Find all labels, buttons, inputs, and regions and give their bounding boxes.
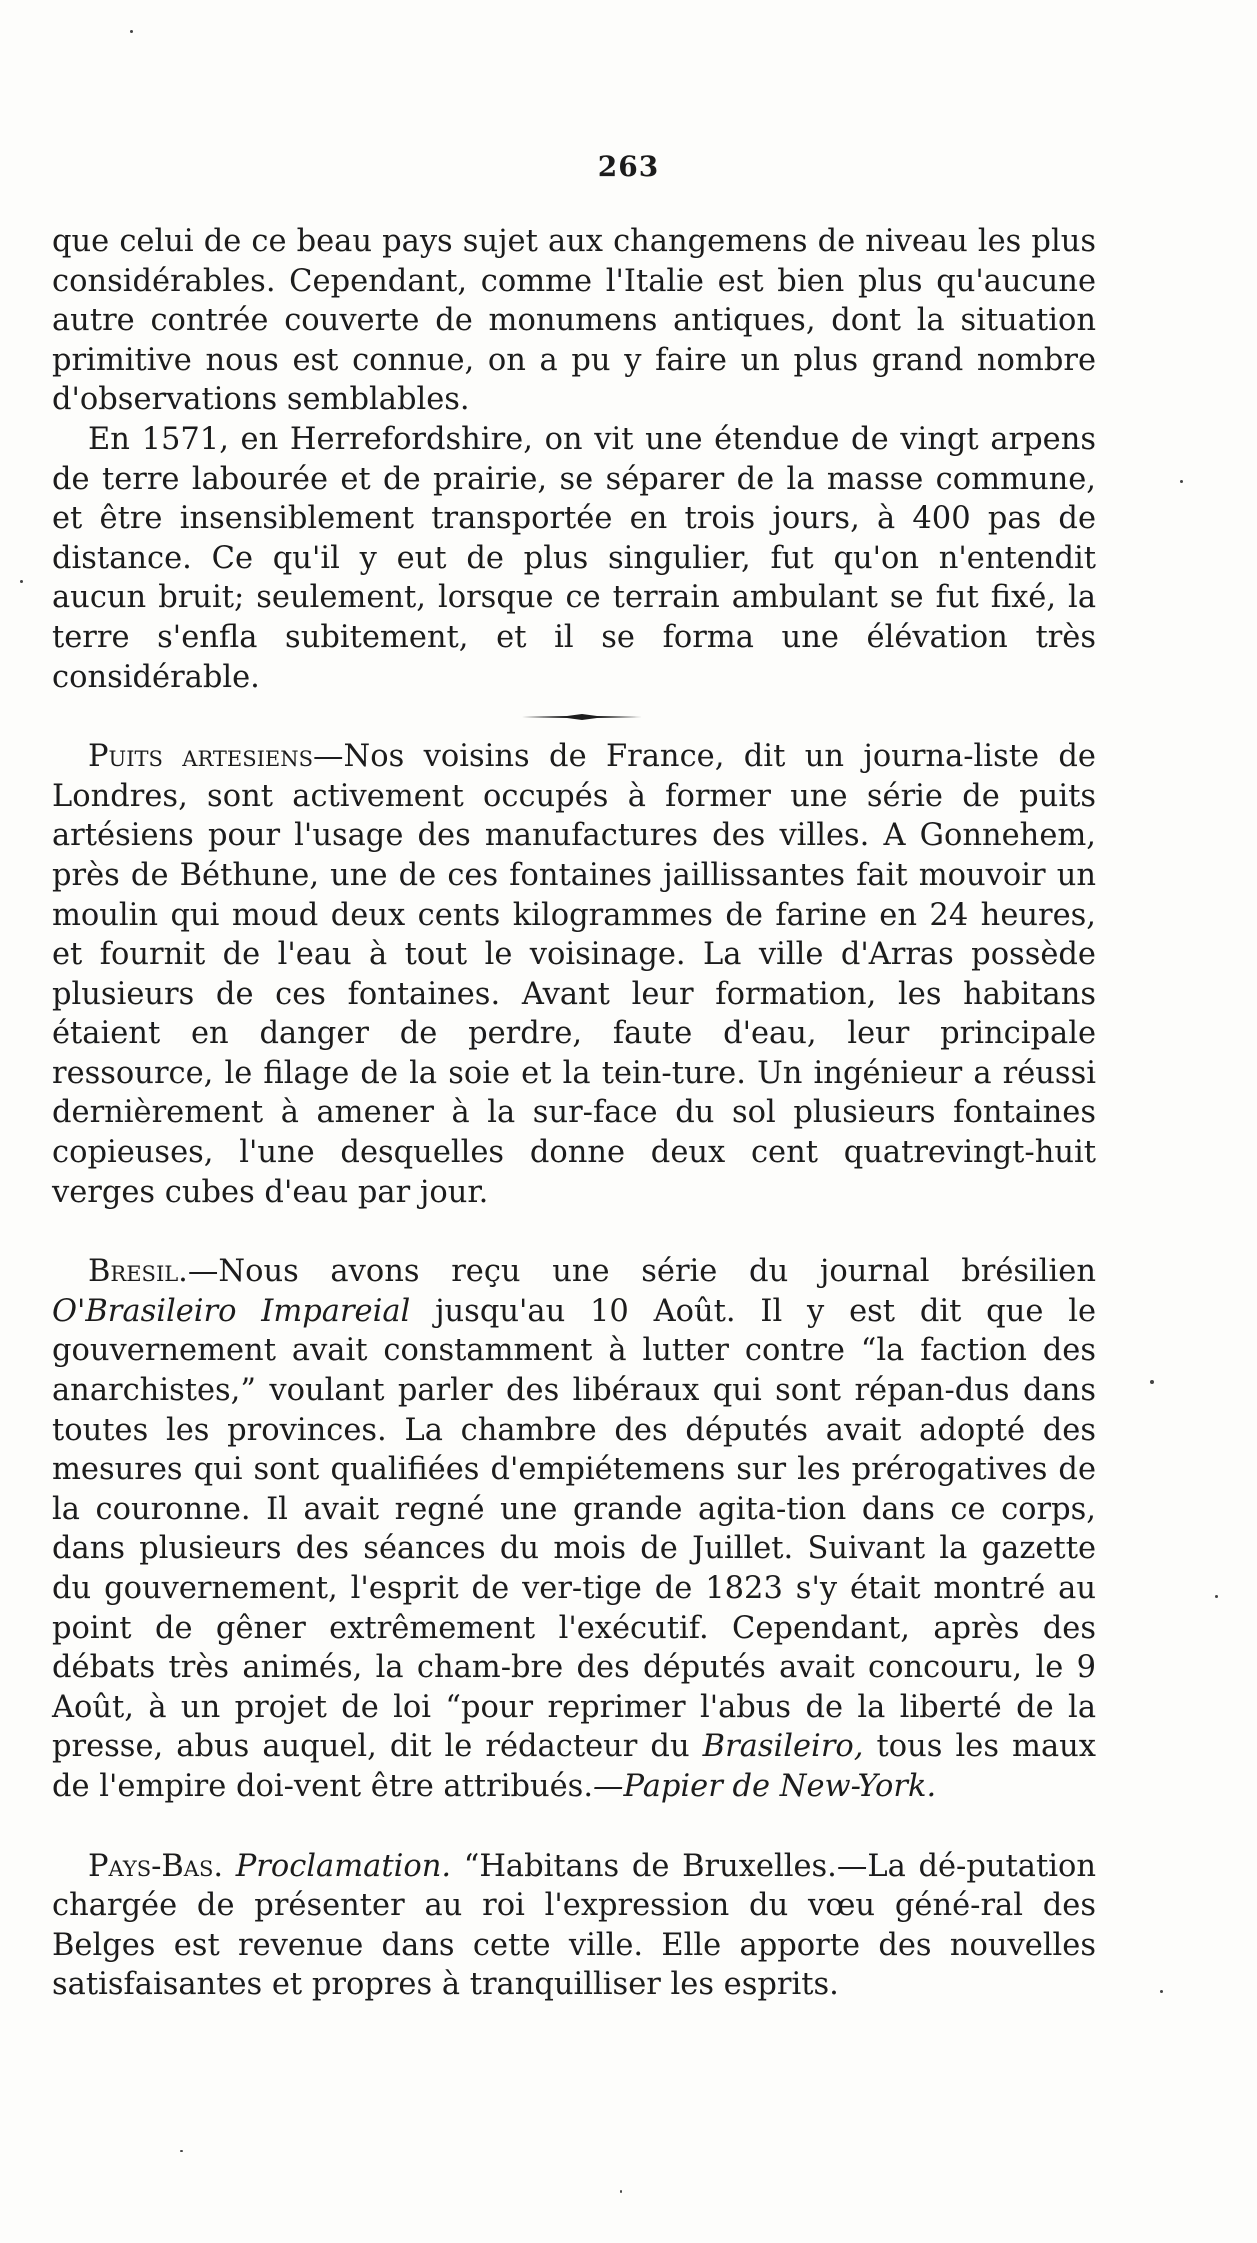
article-body-bresil-a: —Nous avons reçu une série du journal brésilien (187, 1254, 1096, 1290)
paragraph-herrefordshire: En 1571, en Herrefordshire, on vit une étendue de vingt arpens de terre labourée et de prairie, se séparer de la masse commune, et être insensiblement transportée en trois jours, à 400 pas de distance. Ce qu'il y eut de plus singulier, fut qu'on n'entendit aucun bruit; seulement, lorsque ce terrain ambulant se fut fixé, la terre s'enfla subitement, et il se forma une élévation très considérable. (52, 421, 1096, 695)
article-body-pays-bas: “Habitans de Bruxelles.—La dé-putation chargée de présenter au roi l'expression du vœu géné-ral des Belges est revenue dans cette ville. Elle apporte des nouvelles satisfaisantes et propres à tranquilliser les esprits. (52, 1848, 1096, 2003)
article-pays-bas (52, 1847, 1096, 2005)
journal-title: O'Brasileiro Impareial (52, 1293, 411, 1329)
text-column (52, 222, 1096, 2005)
article-heading-pays-bas: Pays-Bas. (88, 1848, 224, 1884)
article-heading-bresil: Bresil. (88, 1254, 188, 1290)
article-source: —Papier de New-York. (593, 1768, 937, 1804)
article-puits-artesiens (52, 737, 1096, 1212)
article-bresil (52, 1252, 1096, 1806)
section-divider (52, 697, 1096, 737)
newspaper-name: Brasileiro, (702, 1729, 864, 1765)
article-body-puits: —Nos voisins de France, dit un journa-liste de Londres, sont activement occupés à former une série de puits artésiens pour l'usage des manufactures des villes. A Gonnehem, près de Béthune, une de ces fontaines jaillissantes fait mouvoir un moulin qui moud deux cents kilogrammes de farine en 24 heures, et fournit de l'eau à tout le voisinage. La ville d'Arras possède plusieurs de ces fontaines. Avant leur formation, les habitans étaient en danger de perdre, faute d'eau, leur principale ressource, le filage de la soie et la tein-ture. Un ingénieur a réussi dernièrement à amener à la sur-face du sol plusieurs fontaines copieuses, l'une desquelles donne deux cent quatrevingt-huit verges cubes d'eau par jour. (52, 739, 1096, 1210)
divider-ornament-icon (522, 714, 642, 720)
article-body-bresil-c: tous les maux de l'empire doi-vent être attribués. (52, 1729, 1096, 1804)
article-subheading-proclamation: Proclamation. (235, 1848, 452, 1884)
article-heading-puits: Puits artesiens (88, 739, 314, 775)
paragraph-continuation: que celui de ce beau pays sujet aux changemens de niveau les plus considérables. Cependant, comme l'Italie est bien plus qu'aucune autre contrée couverte de monumens antiques, dont la situation primitive nous est connue, on a pu y faire un plus grand nombre d'observations semblables. (52, 224, 1096, 418)
page-number: 263 (597, 150, 660, 183)
article-body-bresil-b: jusqu'au 10 Août. Il y est dit que le gouvernement avait constamment à lutter contre “la faction des anarchistes,” voulant parler des libéraux qui sont répan-dus dans toutes les provinces. La chambre des députés avait adopté des mesures qui sont qualifiées d'empiétemens sur les prérogatives de la couronne. Il avait regné une grande agita-tion dans ce corps, dans plusieurs des séances du mois de Juillet. Suivant la gazette du gouvernement, l'esprit de ver-tige de 1823 s'y était montré au point de gêner extrêmement l'exécutif. Cependant, après des débats très animés, la cham-bre des députés avait concouru, le 9 Août, à un projet de loi “pour reprimer l'abus de la liberté de la presse, abus auquel, dit le rédacteur du (52, 1293, 1096, 1765)
